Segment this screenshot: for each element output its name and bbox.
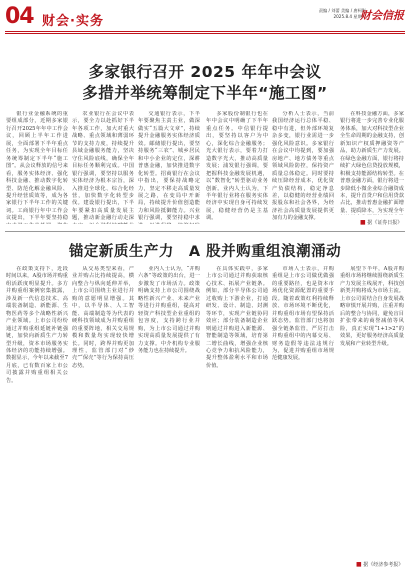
article1-headline-line2: 多措并举统筹制定下半年“施工图” <box>82 84 328 102</box>
article2-headline: 锚定新质生产力 A 股并购重组浪潮涌动 <box>68 244 342 260</box>
article1-column-5: 分析人士表示，当前我国经济运行总体平稳、稳中有进，但外部环境复杂多变，银行业需进一步强化风险意识。多家银行在会议中均提到，要加强房地产、地方债务等重点领域风险防控，保持资产质量总体稳定。同时要持续压降经营成本，优化资产负债结构，稳定净息差，以稳健的经营业绩回报股东和社会各界，为经济社会高质量发展提供更加有力的金融支撑。 <box>272 111 334 222</box>
article2-column-1: 在政策支持下，近段时间以来，A股市场并购重组活跃度明显提升。多方并购重组案例密集披露，涉及新一代信息技术、高端装备制造、新能源、生物医药等多个战略性新兴产业领域。上市公司纷纷通过并购重组延链补链强链，加快向新质生产力转型升级，资本市场服务实体经济的功能持续增强。数据显示，今年以来截至7月底，已有数百家上市公司披露并购重组相关公告。 <box>6 266 68 384</box>
issue-date: 2025.8.4 星期一 <box>333 14 366 19</box>
masthead <box>0 0 410 40</box>
article2-column-3: 业内人士认为，“并购六条”等政策的出台，进一步激发了市场活力。政策明确支持上市公司围绕战略性新兴产业、未来产业等进行并购重组，提高对轻资产科技型企业重组的包容度，支持跨行业并购，为上市公司通过并购实现高质量发展提供了有力支撑。中介机构专业服务能力也在持续提升。 <box>138 266 200 354</box>
page-number: 04 <box>5 4 34 29</box>
article1-column-3: 交通银行表示，下半年要聚焦主责主业，做深做实“五篇大文章”，持续提升金融服务实体经济质效。邮储银行提出，要坚持服务“三农”、城乡居民和中小企业的定位，深耕普惠金融，加快推进数字化转型。招商银行在会议中指出，要保持战略定力，坚定不移走高质量发展之路，在变局中开新局，持续提升价值创造能力和风险抵御能力。兴业银行强调，要坚持稳中求 <box>138 111 200 222</box>
article1-column-2: 农业银行在会议中表示，要全力以赴抓好下半年各项工作，加大对重大战略、重点领域和薄弱环节的支持力度，持续提升县域金融服务能力，坚决守住风险底线，确保全年目标任务顺利完成。中国银行强调，要坚持以服务实体经济为根本宗旨，深入推进全球化、综合化经营，加快数字化转型步伐。建设银行提出，下半年要紧扣高质量发展主题，推动新金融行动走深 <box>72 111 134 222</box>
newspaper-logo: 财会信报 <box>360 9 404 22</box>
article2-source: ■ 据《经济参考报》 <box>356 561 404 568</box>
article1-column-4: 多家股份制银行也在年中会议中明确了下半年重点任务。中信银行提出，要坚持以客户为中心，深化综合金融服务；光大银行表示，要着力打造数字光大，推动高质量发展；浦发银行强调，要把握科技金融发展机遇，以“数智化”转型驱动业务创新。业内人士认为，下半年银行业将在服务实体经济中实现自身可持续发展，稳健经营仍是主基调。 <box>206 111 268 222</box>
masthead-rule-thin <box>5 33 405 34</box>
article1-column-6: 在科技金融方面，多家银行将进一步完善专业化服务体系，加大对科技型企业全生命周期的金融支持，创新知识产权质押融资等产品，助力新质生产力发展。在绿色金融方面，银行将持续扩大绿色信贷投放规模，积极支持能源结构转型。在普惠金融方面，银行将进一步降低小微企业综合融资成本，提升首贷户和信用贷款占比，推动普惠金融扩面增量、提质降本，为实现全年 <box>340 111 404 214</box>
article1-headline-line1: 多家银行召开 2025 年年中会议 <box>88 63 322 81</box>
article1-source: ■ 据《证券日报》 <box>360 219 403 226</box>
editor-line: 责编 / 刘蕾 美编 / 唐柯影 <box>318 8 366 13</box>
article1-column-1: 银行业金融系统的重要组成部分，近期多家银行召开2025年年中工作会议，回顾上半年工作进展，全面部署下半年重点任务，为实现全年目标任务统筹制定下半年“施工图”。从会议释放的信号来看，服务实体经济、强化科技金融、推动数字化转型、防范化解金融风险、提升经营质效等，成为各家银行下半年工作的关键词。工商银行年中工作会议提出，下半年要坚持稳 <box>6 111 68 222</box>
section-name: 财会·实务 <box>42 14 104 29</box>
article2-column-5: 市场人士表示，并购重组是上市公司做优做强的重要路径，也是资本市场优化资源配置的重要手段。随着政策红利持续释放、市场环境不断优化，并购重组市场有望保持活跃态势。监管部门也将加强全链条监管，严厉打击并购重组中的内幕交易、财务造假等违法违规行为，促进并购重组市场规范健康发展。 <box>272 266 334 362</box>
masthead-rule <box>5 31 405 32</box>
article2-column-6: 展望下半年，A股并购重组市场将继续围绕新质生产力发展主线展开，科技创新类并购将成为市场主流。上市公司需结合自身发展战略审慎开展并购，注重并购后的整合与协同，避免盲目扩张带来的商誉减值等风险，真正实现“1+1>2”的效果，更好服务经济高质量发展和产业转型升级。 <box>340 266 404 347</box>
article2-column-2: 从交易类型来看，产业并购占比持续提高，横向整合与纵向延伸并举，上市公司围绕主业进行并购的意愿明显增强。其中，以半导体、人工智能、高端制造等为代表的硬科技领域成为并购重组的重要阵地，相关交易规模和数量均实现较快增长。同时，跨界并购更加理性，监管部门对“炒壳”“保壳”等行为保持高压态势。 <box>72 266 134 369</box>
article-divider <box>5 231 405 232</box>
article2-column-4: 在具体实践中，多家上市公司通过并购获取核心技术、拓展产业链条。例如，部分半导体公司通过收购上下游企业，打通研发、设计、制造、封测等环节，实现产业链协同效应；部分装备制造企业则通过并购进入新能源、智能制造等领域，培育第二增长曲线，增强企业核心竞争力和抗风险能力，提升整体盈利水平和市场价值。 <box>206 266 268 369</box>
masthead-meta <box>294 8 366 20</box>
